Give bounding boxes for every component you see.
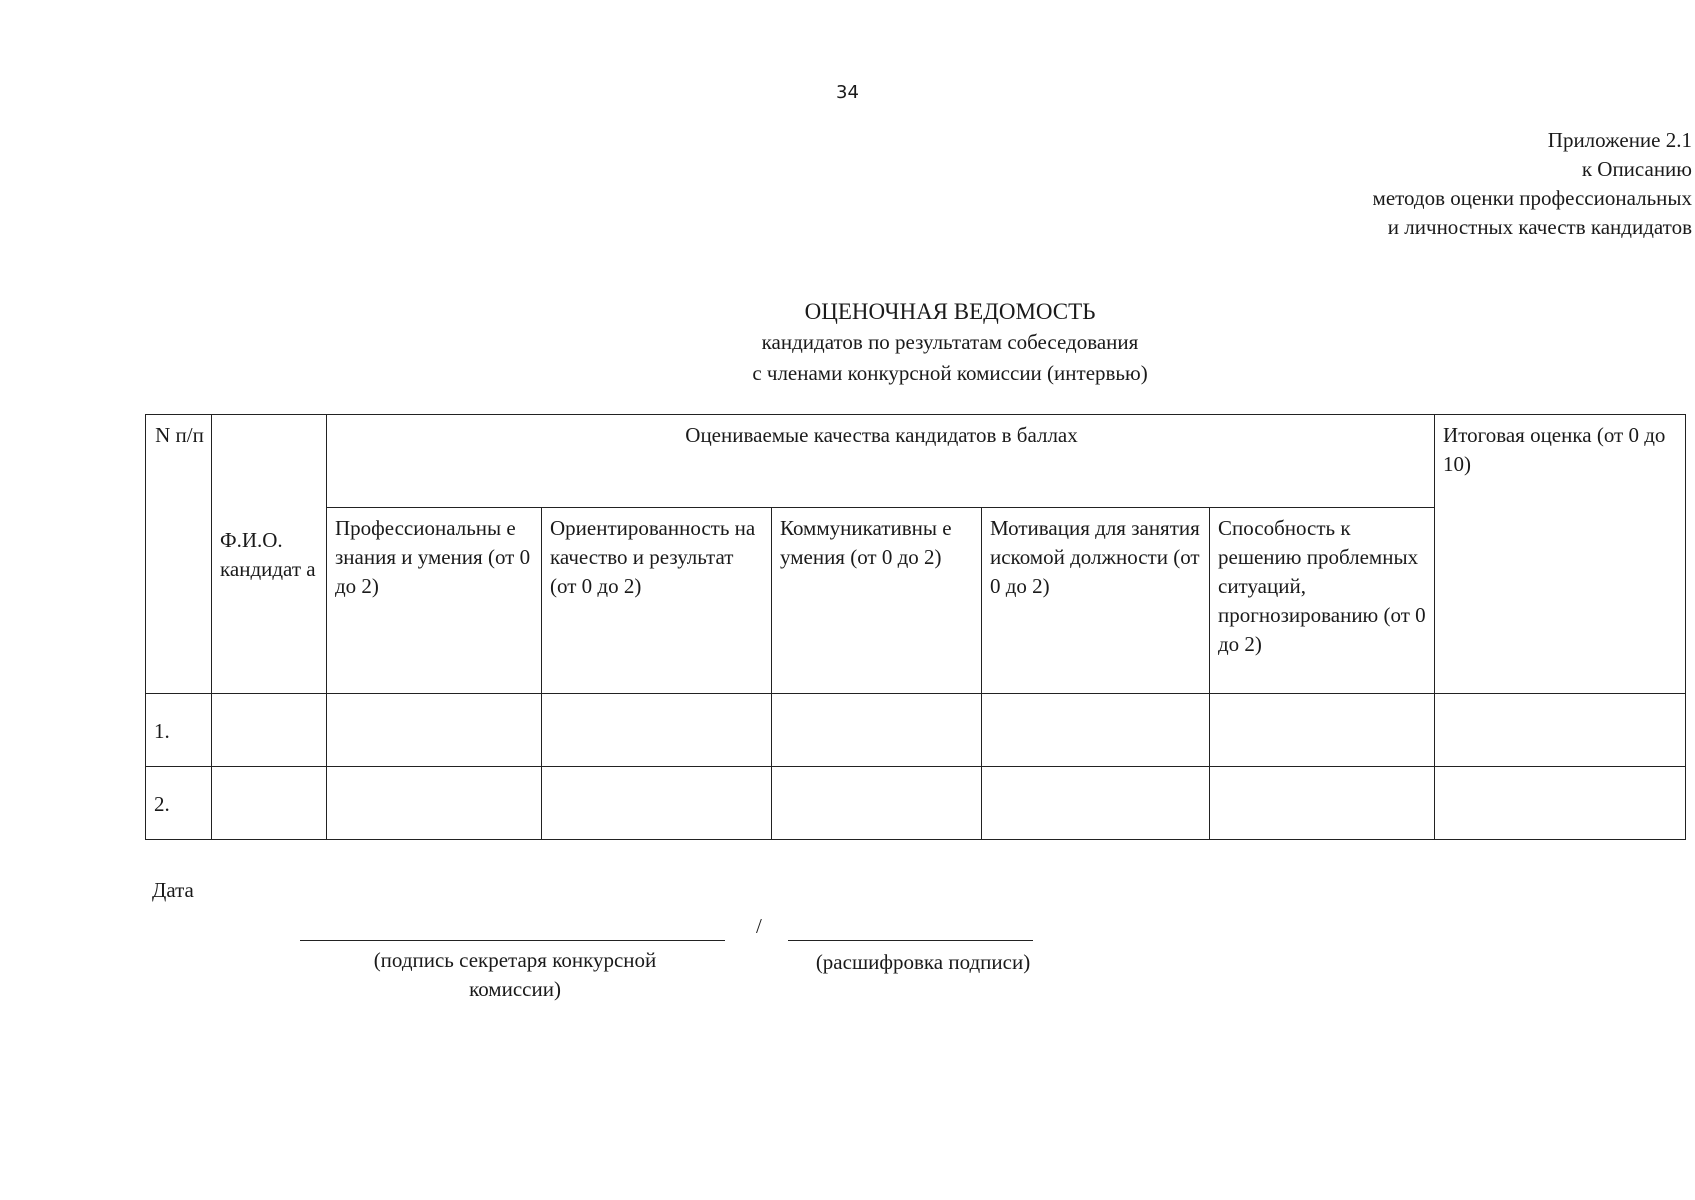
title-main: ОЦЕНОЧНАЯ ВЕДОМОСТЬ [804, 299, 1096, 324]
date-label: Дата [152, 878, 194, 902]
table-row [146, 694, 1686, 767]
title-subtitle: с членами конкурсной комиссии (интервью) [752, 361, 1148, 385]
score-cell[interactable] [772, 694, 982, 767]
header-criterion: Коммуникативны е умения (от 0 до 2) [772, 508, 982, 694]
signature-caption: (подпись секретаря конкурсной комиссии) [373, 948, 657, 1001]
total-score-cell[interactable] [1435, 694, 1686, 767]
score-cell[interactable] [1210, 694, 1435, 767]
score-cell[interactable] [982, 767, 1210, 840]
appendix-line: методов оценки профессиональных [1372, 186, 1692, 210]
score-cell[interactable] [542, 767, 772, 840]
header-number: N п/п [146, 415, 212, 694]
score-cell[interactable] [1210, 767, 1435, 840]
row-number: 1. [146, 694, 212, 767]
header-criterion: Профессиональны е знания и умения (от 0 до 2) [327, 508, 542, 694]
candidate-name-cell[interactable] [212, 694, 327, 767]
signature-line[interactable] [300, 940, 725, 941]
document-title [500, 296, 1400, 389]
header-criterion: Мотивация для занятия искомой должности (от 0 до 2) [982, 508, 1210, 694]
signature-separator: / [756, 914, 762, 938]
header-criterion: Ориентированность на качество и результат (от 0 до 2) [542, 508, 772, 694]
total-score-cell[interactable] [1435, 767, 1686, 840]
title-subtitle: кандидатов по результатам собеседования [761, 330, 1139, 354]
appendix-line: Приложение 2.1 [1547, 128, 1692, 152]
appendix-note [992, 126, 1692, 242]
page-number: 34 [836, 82, 859, 103]
score-cell[interactable] [327, 767, 542, 840]
table-header-row [146, 415, 1686, 508]
row-number: 2. [146, 767, 212, 840]
table-row [146, 767, 1686, 840]
header-total-score: Итоговая оценка (от 0 до 10) [1435, 415, 1686, 694]
rating-table [145, 414, 1686, 840]
header-criterion: Способность к решению проблемных ситуаций, прогнозированию (от 0 до 2) [1210, 508, 1435, 694]
appendix-line: к Описанию [1581, 157, 1692, 181]
header-qualities-group: Оцениваемые качества кандидатов в баллах [327, 415, 1435, 508]
signature-decoding-line[interactable] [788, 940, 1033, 941]
score-cell[interactable] [982, 694, 1210, 767]
score-cell[interactable] [772, 767, 982, 840]
appendix-line: и личностных качеств кандидатов [1387, 215, 1692, 239]
score-cell[interactable] [542, 694, 772, 767]
signature-decoding-caption: (расшифровка подписи) [815, 950, 1031, 974]
score-cell[interactable] [327, 694, 542, 767]
header-name: Ф.И.О. кандидат а [212, 415, 327, 694]
candidate-name-cell[interactable] [212, 767, 327, 840]
